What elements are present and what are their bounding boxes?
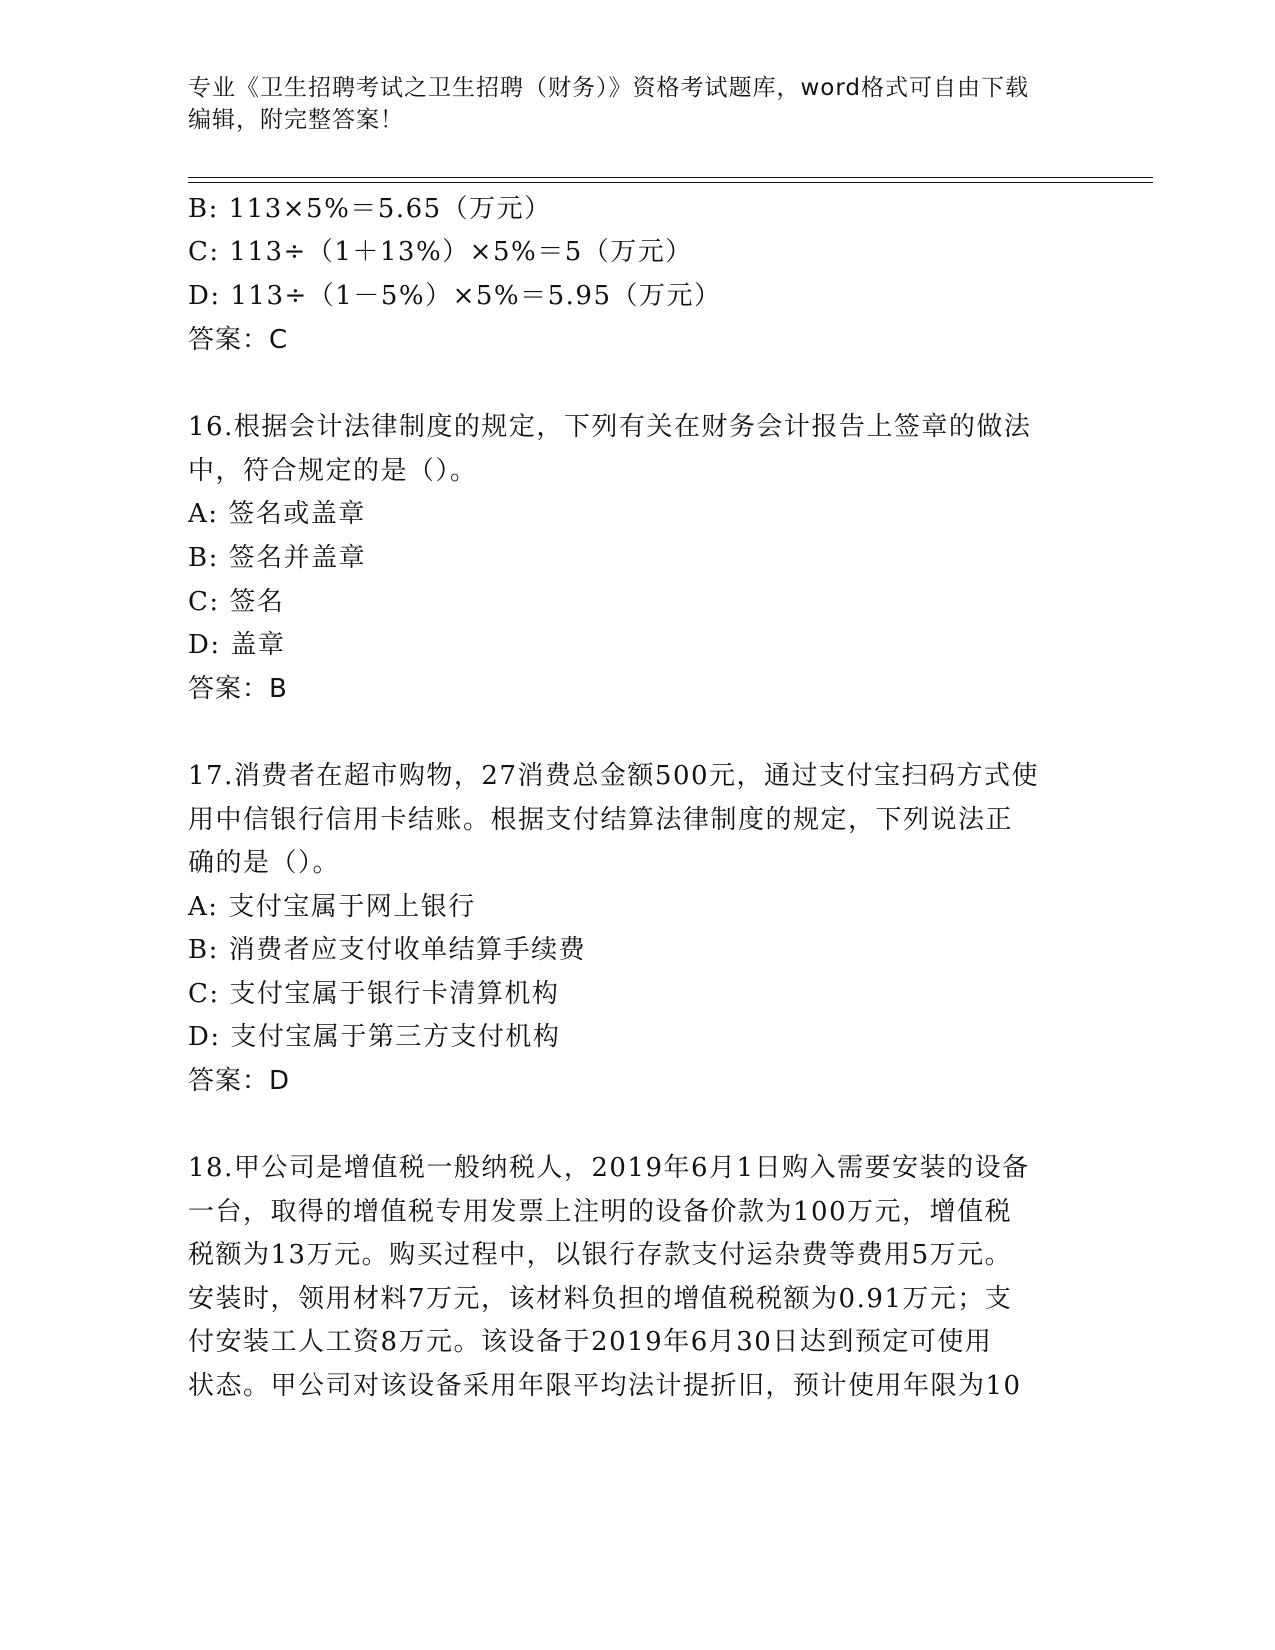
- q18-stem-line-4: 安装时，领用材料7万元，该材料负担的增值税税额为0.91万元；支: [188, 1284, 1013, 1314]
- document-header: [188, 72, 1088, 136]
- q17-option-c: C: 支付宝属于银行卡清算机构: [188, 979, 560, 1009]
- q18-stem-line-6: 状态。甲公司对该设备采用年限平均法计提折旧，预计使用年限为10: [188, 1371, 1022, 1401]
- q17-answer: 答案：D: [188, 1066, 291, 1096]
- q16-stem-line-2: 中，符合规定的是（）。: [188, 456, 478, 486]
- q17-option-d: D: 支付宝属于第三方支付机构: [188, 1022, 561, 1052]
- q15-option-d: D: 113÷（1－5%）×5%＝5.95（万元）: [188, 281, 722, 311]
- q18-stem-line-1: 18.甲公司是增值税一般纳税人，2019年6月1日购入需要安装的设备: [188, 1153, 1030, 1183]
- header-line-1: 专业《卫生招聘考试之卫生招聘（财务）》资格考试题库，word格式可自由下载: [188, 75, 1030, 101]
- q15-option-c: C: 113÷（1＋13%）×5%＝5（万元）: [188, 237, 693, 267]
- q16-option-c: C: 签名: [188, 587, 285, 617]
- q17-stem-line-1: 17.消费者在超市购物，27消费总金额500元，通过支付宝扫码方式使: [188, 761, 1040, 791]
- q18-stem-line-5: 付安装工人工资8万元。该设备于2019年6月30日达到预定可使用: [188, 1327, 993, 1357]
- q15-option-b: B: 113×5%＝5.65（万元）: [188, 194, 552, 224]
- q16-option-d: D: 盖章: [188, 630, 286, 660]
- header-rule-top: [188, 177, 1153, 178]
- header-rule-bottom: [188, 182, 1153, 183]
- q17-stem-line-3: 确的是（）。: [188, 848, 341, 878]
- q15-answer: 答案：C: [188, 325, 289, 355]
- q18-stem-line-3: 税额为13万元。购买过程中，以银行存款支付运杂费等费用5万元。: [188, 1240, 1013, 1270]
- q17-option-a: A: 支付宝属于网上银行: [188, 892, 476, 922]
- q16-answer: 答案：B: [188, 674, 288, 704]
- q16-option-b: B: 签名并盖章: [188, 543, 367, 573]
- q17-stem-line-2: 用中信银行信用卡结账。根据支付结算法律制度的规定，下列说法正: [188, 805, 1014, 835]
- header-line-2: 编辑，附完整答案！: [188, 107, 404, 133]
- q16-option-a: A: 签名或盖章: [188, 499, 366, 529]
- q16-stem-line-1: 16.根据会计法律制度的规定，下列有关在财务会计报告上签章的做法: [188, 412, 1032, 442]
- q17-option-b: B: 消费者应支付收单结算手续费: [188, 935, 587, 965]
- q18-stem-line-2: 一台，取得的增值税专用发票上注明的设备价款为100万元，增值税: [188, 1197, 1013, 1227]
